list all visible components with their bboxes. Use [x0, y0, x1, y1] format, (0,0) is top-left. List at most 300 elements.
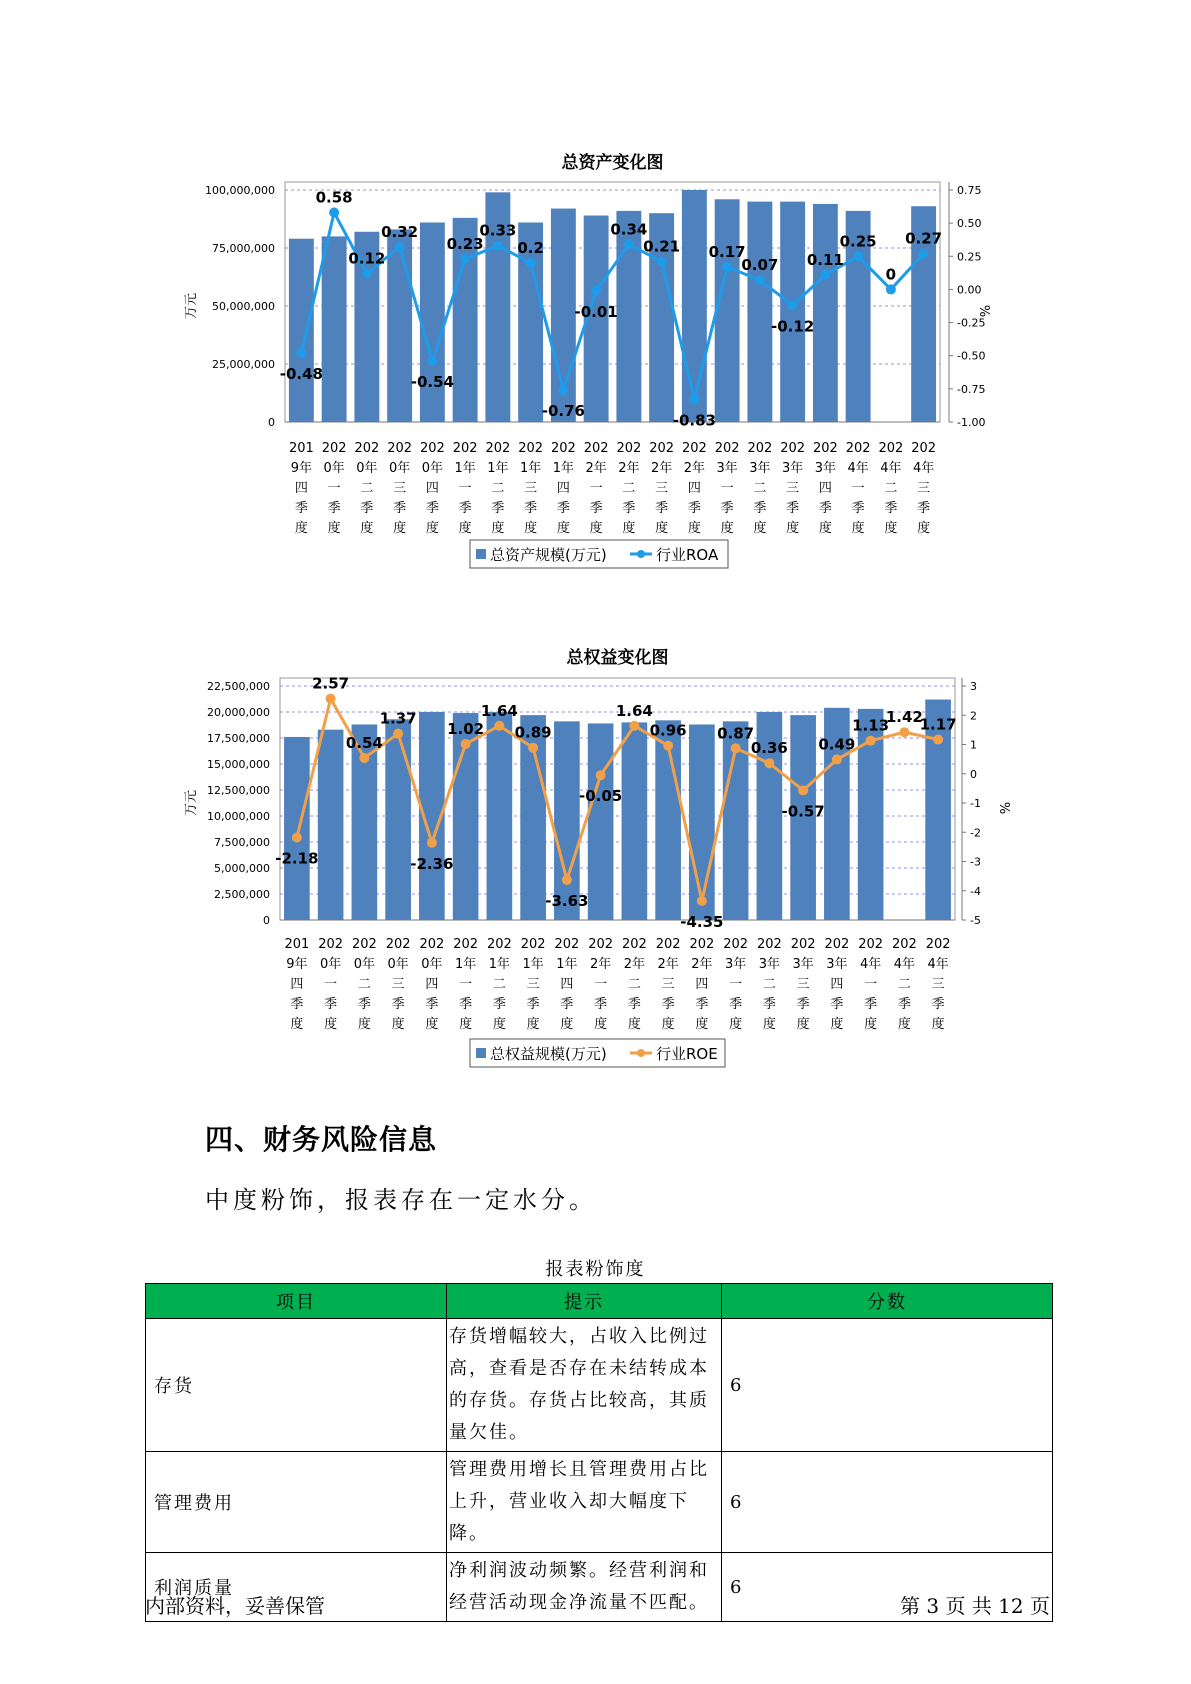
header-score: 分数: [722, 1284, 1053, 1319]
x-tick-label: 度: [753, 521, 767, 536]
x-tick-label: 季: [458, 501, 472, 516]
x-tick-label: 一: [327, 481, 341, 496]
data-label: 0.58: [315, 188, 353, 207]
x-tick-label: 4年: [893, 957, 916, 972]
x-tick-label: 度: [294, 521, 308, 536]
x-tick-label: 二: [762, 977, 776, 992]
series-point: [461, 739, 471, 749]
x-tick-label: 202: [486, 937, 512, 952]
x-tick-label: 202: [452, 441, 478, 456]
series-point: [798, 785, 808, 795]
data-label: -0.54: [410, 373, 454, 392]
x-tick-label: 四: [687, 481, 701, 496]
x-tick-label: 季: [796, 997, 810, 1012]
x-tick-label: 1年: [487, 461, 509, 476]
window-dressing-table: [145, 1283, 1053, 1622]
data-label: 0.54: [345, 733, 383, 752]
row-score: 6: [722, 1319, 1053, 1452]
x-tick-label: 2年: [683, 461, 706, 476]
y2-tick-label: 0.50: [957, 217, 982, 231]
y-tick-label: 5,000,000: [214, 862, 270, 875]
y2-tick-label: -1: [970, 797, 981, 810]
row-item: 利润质量: [146, 1553, 447, 1622]
x-tick-label: 202: [878, 441, 904, 456]
x-tick-label: 度: [560, 1017, 574, 1032]
x-tick-label: 2年: [691, 957, 713, 972]
x-tick-label: 202: [583, 441, 609, 456]
x-tick-label: 季: [556, 501, 570, 516]
x-tick-label: 202: [812, 441, 838, 456]
row-item: 存货: [146, 1319, 447, 1452]
x-tick-label: 度: [655, 521, 669, 536]
header-hint: 提示: [447, 1284, 722, 1319]
x-tick-label: 一: [458, 481, 472, 496]
bar: [487, 712, 513, 920]
x-tick-label: 度: [556, 521, 570, 536]
y-tick-label: 20,000,000: [207, 706, 270, 719]
x-tick-label: 季: [589, 501, 603, 516]
bar: [689, 724, 715, 920]
x-tick-label: 三: [917, 481, 931, 496]
data-label: 0.25: [839, 232, 877, 251]
x-tick-label: 季: [425, 997, 439, 1012]
x-tick-label: 季: [622, 501, 636, 516]
series-point: [528, 743, 538, 753]
x-tick-label: 季: [391, 997, 405, 1012]
legend-bar-label: 总资产规模(万元): [490, 546, 607, 564]
x-tick-label: 季: [884, 501, 898, 516]
x-tick-label: 二: [622, 481, 636, 496]
data-label: 1.17: [919, 715, 957, 734]
x-tick-label: 0年: [356, 461, 378, 476]
x-tick-label: 四: [425, 977, 439, 992]
x-tick-label: 二: [884, 481, 898, 496]
x-tick-label: 季: [425, 501, 439, 516]
x-tick-label: 度: [720, 521, 734, 536]
data-label: -0.83: [672, 411, 716, 430]
data-label: 0.11: [806, 250, 844, 269]
x-tick-label: 二: [492, 977, 506, 992]
x-tick-label: 度: [589, 521, 603, 536]
x-tick-label: 季: [324, 997, 338, 1012]
y2-tick-label: 3: [970, 680, 977, 693]
x-tick-label: 一: [864, 977, 878, 992]
x-tick-label: 季: [687, 501, 701, 516]
series-point: [933, 735, 943, 745]
x-tick-label: 二: [753, 481, 767, 496]
x-tick-label: 202: [419, 937, 445, 952]
x-tick-label: 202: [616, 441, 642, 456]
x-tick-label: 度: [818, 521, 832, 536]
x-tick-label: 度: [324, 1017, 338, 1032]
x-tick-label: 季: [830, 997, 844, 1012]
x-tick-label: 4年: [847, 461, 869, 476]
x-tick-label: 季: [294, 501, 308, 516]
y-tick-label: 0: [263, 914, 270, 927]
x-tick-label: 2年: [657, 957, 679, 972]
data-label: 0.36: [750, 739, 788, 758]
x-tick-label: 202: [911, 441, 937, 456]
x-tick-label: 二: [627, 977, 641, 992]
series-point: [899, 727, 909, 737]
table-header-row: [146, 1284, 1053, 1319]
data-label: 1.42: [885, 708, 923, 727]
data-label: 0.21: [643, 237, 681, 256]
x-tick-label: 202: [518, 441, 544, 456]
x-tick-label: 202: [891, 937, 917, 952]
x-tick-label: 季: [526, 997, 540, 1012]
x-tick-label: 202: [387, 441, 413, 456]
x-tick-label: 度: [459, 1017, 473, 1032]
x-tick-label: 0年: [353, 957, 376, 972]
bar: [385, 719, 411, 920]
row-score: 6: [722, 1452, 1053, 1553]
x-tick-label: 202: [621, 937, 647, 952]
x-tick-label: 度: [290, 1017, 304, 1032]
x-tick-label: 季: [655, 501, 669, 516]
x-tick-label: 202: [681, 441, 707, 456]
x-tick-label: 1年: [522, 957, 544, 972]
x-tick-label: 202: [689, 937, 715, 952]
x-tick-label: 度: [830, 1017, 844, 1032]
chart-title: 总权益变化图: [566, 648, 669, 668]
x-tick-label: 度: [729, 1017, 743, 1032]
legend-bar-label: 总权益规模(万元): [490, 1045, 607, 1063]
x-tick-label: 季: [327, 501, 341, 516]
x-tick-label: 202: [845, 441, 871, 456]
x-tick-label: 度: [425, 521, 439, 536]
x-tick-label: 202: [925, 937, 951, 952]
x-tick-label: 202: [485, 441, 511, 456]
x-tick-label: 季: [762, 997, 776, 1012]
y2-tick-label: -5: [970, 914, 981, 927]
x-tick-label: 2年: [650, 461, 673, 476]
x-tick-label: 四: [290, 977, 304, 992]
bar: [554, 721, 580, 920]
x-tick-label: 3年: [792, 957, 814, 972]
y-tick-label: 22,500,000: [207, 680, 270, 693]
y2-tick-label: 2: [970, 709, 977, 723]
x-tick-label: 3年: [758, 957, 781, 972]
data-label: 0.17: [708, 242, 746, 261]
bar: [318, 730, 344, 920]
x-tick-label: 1年: [552, 461, 575, 476]
x-tick-label: 度: [526, 1017, 540, 1032]
data-label: -0.01: [574, 302, 618, 321]
x-tick-label: 季: [524, 501, 538, 516]
series-point: [359, 753, 369, 763]
x-tick-label: 一: [594, 977, 608, 992]
x-tick-label: 2年: [585, 461, 607, 476]
row-score: 6: [722, 1553, 1053, 1622]
x-tick-label: 季: [917, 501, 931, 516]
table-row: [146, 1319, 1053, 1452]
x-tick-label: 202: [453, 937, 479, 952]
x-tick-label: 度: [897, 1017, 911, 1032]
x-tick-label: 一: [729, 977, 743, 992]
y2-axis-label: %: [976, 304, 991, 318]
data-label: 0.32: [381, 223, 419, 242]
data-label: 0.12: [348, 249, 386, 268]
y-tick-label: 12,500,000: [207, 784, 270, 797]
footer-right: 第 3 页 共 12 页: [900, 1594, 1050, 1618]
x-tick-label: 季: [897, 997, 911, 1012]
x-tick-label: 三: [661, 977, 675, 992]
y2-tick-label: 1: [970, 738, 977, 752]
x-tick-label: 三: [393, 481, 407, 496]
data-label: -0.48: [279, 365, 323, 384]
x-tick-label: 度: [786, 521, 800, 536]
x-tick-label: 三: [655, 481, 669, 496]
y2-tick-label: 0: [970, 767, 977, 781]
series-point: [629, 721, 639, 731]
x-tick-label: 度: [360, 521, 374, 536]
legend-line-label: 行业ROA: [656, 546, 719, 564]
x-tick-label: 202: [747, 441, 773, 456]
x-tick-label: 度: [687, 521, 701, 536]
y-axis-label: 万元: [184, 292, 199, 320]
y2-tick-label: -0.25: [957, 316, 986, 330]
x-tick-label: 3年: [814, 461, 837, 476]
y2-tick-label: -3: [970, 855, 981, 869]
x-tick-label: 季: [864, 997, 878, 1012]
x-tick-label: 四: [556, 481, 570, 496]
x-tick-label: 四: [818, 481, 832, 496]
x-tick-label: 度: [594, 1017, 608, 1032]
x-tick-label: 202: [790, 937, 816, 952]
y-tick-label: 0: [268, 416, 275, 429]
x-tick-label: 202: [419, 441, 445, 456]
y2-tick-label: 0.25: [957, 250, 982, 264]
x-tick-label: 度: [357, 1017, 371, 1032]
data-label: 1.64: [480, 701, 518, 720]
series-point: [764, 758, 774, 768]
x-tick-label: 度: [524, 521, 538, 536]
data-label: -0.12: [771, 317, 815, 336]
x-tick-label: 202: [554, 937, 580, 952]
series-point: [663, 741, 673, 751]
data-label: 0.34: [610, 220, 648, 239]
data-label: 1.13: [852, 716, 890, 735]
footer-left: 内部资料，妥善保管: [145, 1594, 325, 1618]
x-tick-label: 1年: [454, 957, 477, 972]
x-tick-label: 202: [550, 441, 576, 456]
series-point: [494, 721, 504, 731]
x-tick-label: 3年: [749, 461, 771, 476]
x-tick-label: 9年: [290, 461, 313, 476]
x-tick-label: 0年: [421, 957, 443, 972]
x-tick-label: 度: [327, 521, 341, 536]
x-tick-label: 0年: [387, 957, 409, 972]
x-tick-label: 度: [393, 521, 407, 536]
series-point: [292, 833, 302, 843]
x-tick-label: 0年: [388, 461, 411, 476]
x-tick-label: 一: [459, 977, 473, 992]
section-title: 四、财务风险信息: [205, 1123, 438, 1156]
x-tick-label: 202: [780, 441, 806, 456]
x-tick-label: 季: [357, 997, 371, 1012]
x-tick-label: 二: [357, 977, 371, 992]
x-tick-label: 一: [720, 481, 734, 496]
x-tick-label: 202: [858, 937, 884, 952]
x-tick-label: 2年: [589, 957, 612, 972]
x-tick-label: 季: [851, 501, 865, 516]
x-tick-label: 季: [695, 997, 709, 1012]
x-tick-label: 度: [492, 1017, 506, 1032]
row-hint: 存货增幅较大，占收入比例过高，查看是否存在未结转成本的存货。存货占比较高，其质量欠佳。: [447, 1319, 722, 1452]
x-tick-label: 度: [695, 1017, 709, 1032]
x-tick-label: 三: [391, 977, 405, 992]
x-tick-label: 202: [655, 937, 681, 952]
series-point: [697, 896, 707, 906]
x-tick-label: 季: [393, 501, 407, 516]
x-tick-label: 3年: [724, 957, 747, 972]
x-tick-label: 0年: [319, 957, 342, 972]
data-label: 0.87: [717, 724, 755, 743]
y2-tick-label: -1.00: [957, 416, 986, 429]
x-tick-label: 202: [318, 937, 344, 952]
x-tick-label: 202: [351, 937, 377, 952]
x-tick-label: 度: [851, 521, 865, 536]
data-label: 1.02: [447, 719, 485, 738]
x-tick-label: 三: [796, 977, 810, 992]
x-tick-label: 202: [385, 937, 411, 952]
x-tick-label: 度: [627, 1017, 641, 1032]
data-label: -3.63: [545, 891, 589, 910]
y2-tick-label: 0.00: [957, 283, 982, 297]
x-tick-label: 三: [786, 481, 800, 496]
x-tick-label: 0年: [323, 461, 345, 476]
y-tick-label: 2,500,000: [214, 888, 270, 901]
x-tick-label: 度: [796, 1017, 810, 1032]
x-tick-label: 3年: [781, 461, 804, 476]
x-tick-label: 季: [818, 501, 832, 516]
row-item: 管理费用: [146, 1452, 447, 1553]
row-hint: 管理费用增长且管理费用占比上升，营业收入却大幅度下降。: [447, 1452, 722, 1553]
x-tick-label: 度: [917, 521, 931, 536]
y2-axis-label: %: [996, 801, 1011, 815]
data-label: -4.35: [680, 912, 724, 931]
data-label: -0.57: [781, 802, 825, 821]
data-label: 0.89: [514, 723, 552, 742]
bar: [588, 723, 614, 920]
y-tick-label: 10,000,000: [207, 810, 270, 823]
y-tick-label: 100,000,000: [205, 184, 275, 197]
data-label: -2.36: [410, 854, 454, 873]
x-tick-label: 度: [491, 521, 505, 536]
x-tick-label: 一: [589, 481, 603, 496]
series-point: [427, 838, 437, 848]
x-tick-label: 4年: [912, 461, 935, 476]
data-label: 0.07: [741, 256, 779, 275]
x-tick-label: 度: [458, 521, 472, 536]
y-tick-label: 15,000,000: [207, 758, 270, 771]
chart-title: 总资产变化图: [561, 153, 664, 173]
x-tick-label: 度: [931, 1017, 945, 1032]
x-tick-label: 3年: [826, 957, 848, 972]
x-tick-label: 四: [695, 977, 709, 992]
x-tick-label: 2年: [623, 957, 646, 972]
x-tick-label: 1年: [519, 461, 542, 476]
x-tick-label: 季: [459, 997, 473, 1012]
x-tick-label: 2年: [618, 461, 640, 476]
x-tick-label: 4年: [859, 957, 882, 972]
series-point: [866, 736, 876, 746]
x-tick-label: 四: [830, 977, 844, 992]
legend-line-label: 行业ROE: [656, 1045, 718, 1063]
x-tick-label: 9年: [286, 957, 308, 972]
x-tick-label: 度: [864, 1017, 878, 1032]
y-tick-label: 50,000,000: [212, 300, 275, 313]
x-tick-label: 1年: [556, 957, 578, 972]
legend-bar-swatch: [476, 1048, 486, 1058]
header-item: 项目: [146, 1284, 447, 1319]
x-tick-label: 201: [288, 441, 314, 456]
x-tick-label: 季: [729, 997, 743, 1012]
x-tick-label: 度: [622, 521, 636, 536]
x-tick-label: 季: [661, 997, 675, 1012]
data-label: 0.33: [479, 221, 517, 240]
x-tick-label: 四: [425, 481, 439, 496]
data-label: -0.05: [579, 787, 623, 806]
x-tick-label: 季: [594, 997, 608, 1012]
x-tick-label: 季: [492, 997, 506, 1012]
x-tick-label: 202: [756, 937, 782, 952]
x-tick-label: 201: [284, 937, 310, 952]
data-label: 0: [885, 265, 897, 284]
data-label: 0.27: [905, 229, 943, 248]
x-tick-label: 4年: [927, 957, 949, 972]
x-tick-label: 二: [897, 977, 911, 992]
x-tick-label: 一: [851, 481, 865, 496]
bar: [622, 722, 648, 920]
x-tick-label: 四: [294, 481, 308, 496]
x-tick-label: 季: [290, 997, 304, 1012]
series-point: [731, 743, 741, 753]
x-tick-label: 二: [491, 481, 505, 496]
x-tick-label: 季: [753, 501, 767, 516]
data-label: 0.96: [649, 721, 687, 740]
x-tick-label: 二: [360, 481, 374, 496]
x-tick-label: 202: [714, 441, 740, 456]
x-tick-label: 三: [526, 977, 540, 992]
x-tick-label: 1年: [454, 461, 476, 476]
x-tick-label: 季: [491, 501, 505, 516]
x-tick-label: 202: [723, 937, 749, 952]
y2-tick-label: -2: [970, 826, 981, 840]
legend-line-marker: [637, 1049, 645, 1057]
x-tick-label: 1年: [488, 957, 511, 972]
data-label: 2.57: [312, 674, 350, 693]
x-tick-label: 季: [786, 501, 800, 516]
x-tick-label: 202: [321, 441, 347, 456]
x-tick-label: 0年: [421, 461, 444, 476]
x-tick-label: 4年: [880, 461, 902, 476]
x-tick-label: 202: [354, 441, 380, 456]
x-tick-label: 季: [627, 997, 641, 1012]
x-tick-label: 度: [884, 521, 898, 536]
data-label: -0.76: [541, 402, 585, 421]
data-label: -2.18: [275, 849, 319, 868]
y-tick-label: 17,500,000: [207, 732, 270, 745]
x-tick-label: 三: [931, 977, 945, 992]
data-label: 0.49: [818, 735, 856, 754]
x-tick-label: 202: [588, 937, 614, 952]
y-tick-label: 75,000,000: [212, 242, 275, 255]
x-tick-label: 度: [661, 1017, 675, 1032]
table-caption: 报表粉饰度: [545, 1259, 646, 1280]
series-point: [326, 694, 336, 704]
